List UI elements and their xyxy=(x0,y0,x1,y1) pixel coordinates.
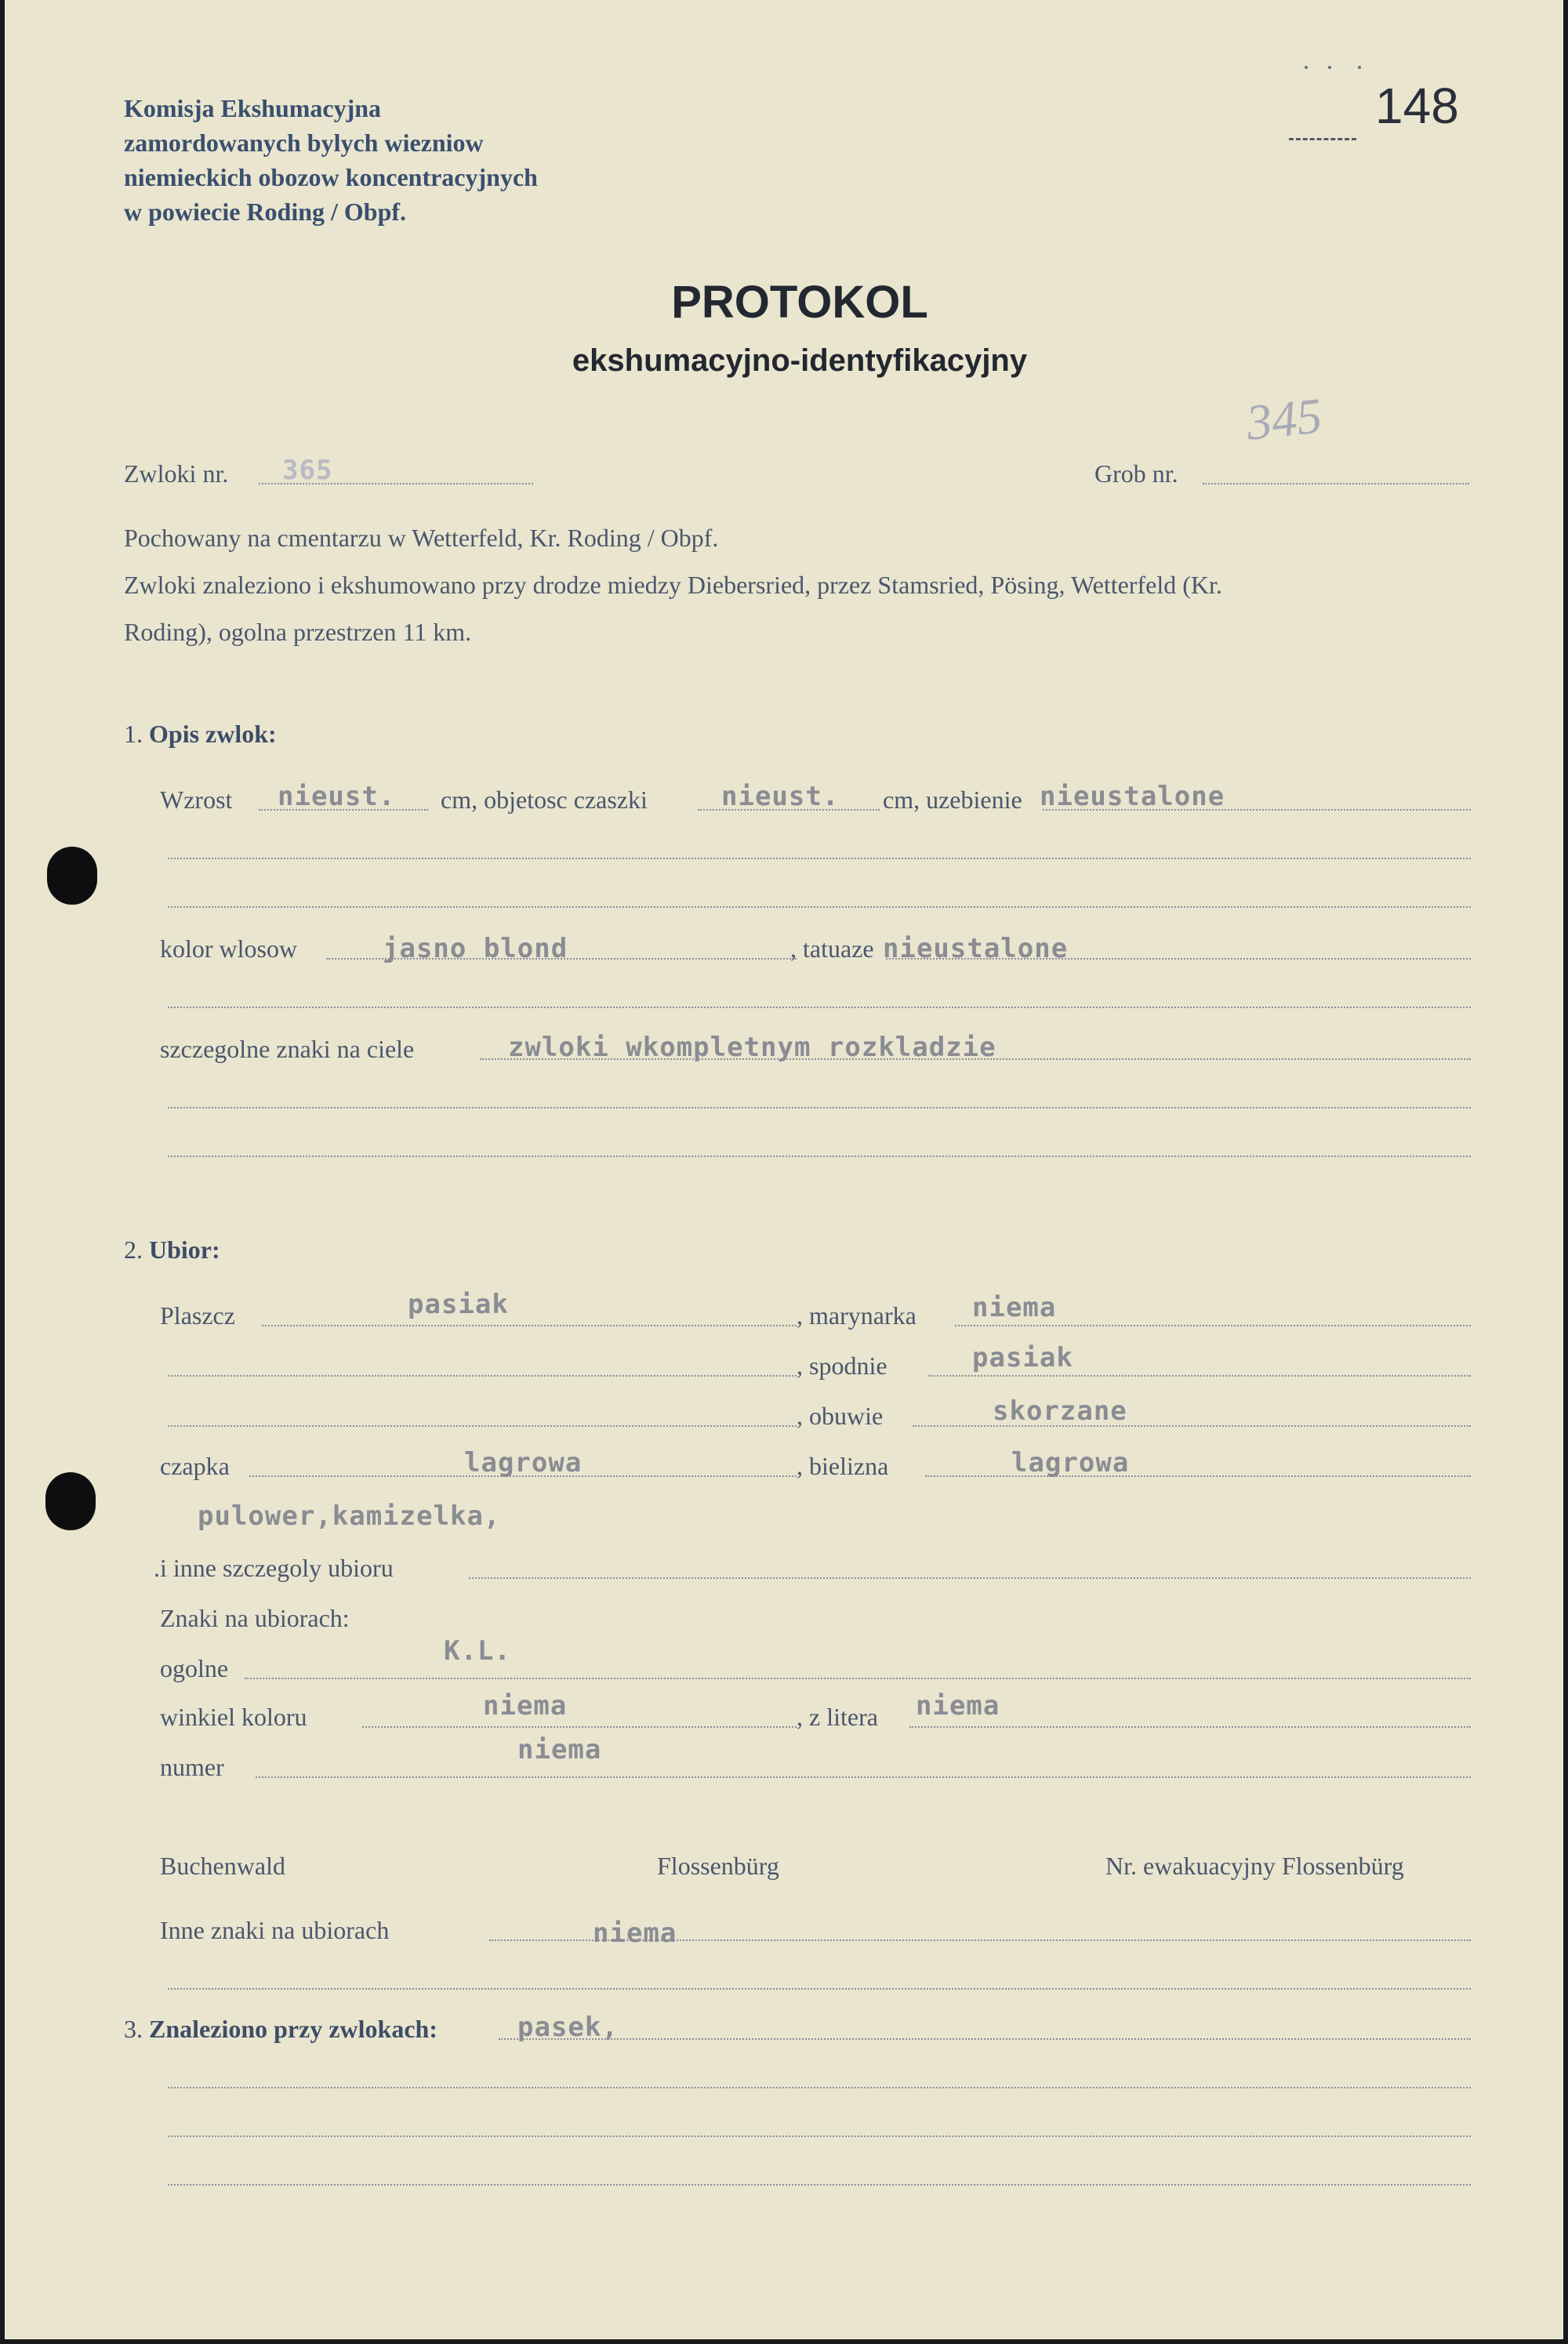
blank-line xyxy=(168,2135,1471,2137)
document-title: PROTOKOL xyxy=(671,277,928,328)
letter-value: niema xyxy=(916,1690,1000,1722)
blank-line xyxy=(168,1375,797,1377)
tattoo-label: , tatuaze xyxy=(790,934,874,963)
blank-line xyxy=(168,1107,1471,1109)
org-line-4: w powiecie Roding / Obpf. xyxy=(124,198,407,226)
teeth-value: nieustalone xyxy=(1040,781,1225,812)
height-label: Wzrost xyxy=(160,786,233,814)
hair-color-value: jasno blond xyxy=(383,933,568,964)
letter-label: , z litera xyxy=(797,1703,878,1731)
page-number: 148 xyxy=(1375,78,1459,134)
camp-buchenwald: Buchenwald xyxy=(160,1852,285,1880)
found-items-line xyxy=(499,2038,1471,2040)
triangle-color-value: niema xyxy=(483,1690,568,1722)
skull-label: cm, objetosc czaszki xyxy=(441,786,648,814)
number-line xyxy=(256,1776,1471,1778)
speck xyxy=(1328,66,1331,69)
org-line-2: zamordowanych bylych wiezniow xyxy=(124,129,484,157)
trousers-line xyxy=(928,1375,1471,1377)
org-line-3: niemieckich obozow koncentracyjnych xyxy=(124,163,538,191)
skull-value: nieust. xyxy=(721,781,840,812)
grave-number-line xyxy=(1203,483,1469,484)
height-value: nieust. xyxy=(278,781,396,812)
letter-line xyxy=(909,1726,1471,1728)
section-1-number: 1. xyxy=(124,720,143,748)
scan-edge-bottom xyxy=(0,2339,1568,2344)
blank-line xyxy=(168,1988,1471,1990)
section-3-number: 3. xyxy=(124,2015,143,2043)
grave-number-label: Grob nr. xyxy=(1094,459,1178,488)
org-line-1: Komisja Ekshumacyjna xyxy=(124,94,382,122)
jacket-label: , marynarka xyxy=(797,1301,916,1330)
body-number-value: 365 xyxy=(282,455,333,486)
blank-line xyxy=(168,2087,1471,2088)
punch-hole-top xyxy=(47,847,97,905)
coat-label: Plaszcz xyxy=(160,1301,235,1330)
evacuation-number-label: Nr. ewakuacyjny Flossenbürg xyxy=(1105,1852,1404,1880)
cap-value: lagrowa xyxy=(464,1447,583,1479)
triangle-color-line xyxy=(362,1726,797,1728)
body-number-label: Zwloki nr. xyxy=(124,459,229,488)
other-marks-value: niema xyxy=(593,1918,677,1949)
other-clothing-label-text: i inne szczegoly ubioru xyxy=(160,1554,394,1582)
found-location-line-1: Zwloki znaleziono i ekshumowano przy drodze miedzy Diebersried, przez Stamsried, Pösing, Wetterfeld (Kr. xyxy=(124,571,1222,599)
other-marks-label: Inne znaki na ubiorach xyxy=(160,1916,390,1944)
jacket-value: niema xyxy=(972,1292,1057,1323)
blank-line xyxy=(168,2184,1471,2186)
dash-mark xyxy=(1289,138,1356,140)
coat-value: pasiak xyxy=(408,1289,509,1320)
found-items-value: pasek, xyxy=(517,2012,619,2043)
section-2-number: 2. xyxy=(124,1235,143,1264)
blank-line xyxy=(168,1156,1471,1157)
blank-line xyxy=(168,906,1471,908)
underwear-label: , bielizna xyxy=(797,1452,889,1480)
blank-line xyxy=(168,1007,1471,1008)
jacket-line xyxy=(955,1325,1471,1326)
trousers-value: pasiak xyxy=(972,1342,1073,1373)
hair-color-label: kolor wlosow xyxy=(160,934,298,963)
blank-line xyxy=(168,1425,797,1427)
coat-line xyxy=(262,1325,797,1326)
shoes-label: , obuwie xyxy=(797,1402,884,1430)
blank-line xyxy=(168,858,1471,859)
shoes-value: skorzane xyxy=(993,1395,1127,1427)
section-2-heading xyxy=(124,1235,220,1265)
triangle-color-label: winkiel koloru xyxy=(160,1703,307,1731)
body-marks-value: zwloki wkompletnym rozkladzie xyxy=(508,1032,996,1063)
general-marks-line xyxy=(245,1678,1471,1679)
clothing-marks-label: Znaki na ubiorach: xyxy=(160,1604,350,1632)
other-clothing-value: pulower,kamizelka, xyxy=(198,1500,501,1532)
other-clothing-line xyxy=(469,1577,1471,1579)
number-value: niema xyxy=(517,1734,602,1765)
punch-hole-bottom xyxy=(45,1472,96,1530)
body-marks-label: szczegolne znaki na ciele xyxy=(160,1035,415,1063)
underwear-value: lagrowa xyxy=(1011,1447,1130,1479)
number-label: numer xyxy=(160,1753,224,1781)
found-location-line-2: Roding), ogolna przestrzen 11 km. xyxy=(124,618,472,646)
section-2-title: Ubior: xyxy=(149,1235,220,1264)
document-subtitle: ekshumacyjno-identyfikacyjny xyxy=(572,343,1028,378)
section-1-title: Opis zwlok: xyxy=(149,720,277,748)
teeth-label: cm, uzebienie xyxy=(883,786,1022,814)
speck xyxy=(1305,66,1308,69)
general-marks-value: K.L. xyxy=(444,1635,511,1667)
other-clothing-label: .i inne szczegoly ubioru xyxy=(154,1554,394,1582)
section-3-heading xyxy=(124,2015,437,2044)
speck xyxy=(1358,66,1361,69)
underwear-line xyxy=(925,1475,1471,1477)
burial-place-text: Pochowany na cmentarzu w Wetterfeld, Kr. Roding / Obpf. xyxy=(124,524,719,552)
tattoo-value: nieustalone xyxy=(883,933,1069,964)
trousers-label: , spodnie xyxy=(797,1352,887,1380)
general-marks-label: ogolne xyxy=(160,1654,229,1682)
section-3-title: Znaleziono przy zwlokach: xyxy=(149,2015,437,2043)
section-1-heading xyxy=(124,720,277,749)
camp-flossenburg: Flossenbürg xyxy=(657,1852,779,1880)
grave-number-value: 345 xyxy=(1243,387,1325,451)
cap-label: czapka xyxy=(160,1452,230,1480)
